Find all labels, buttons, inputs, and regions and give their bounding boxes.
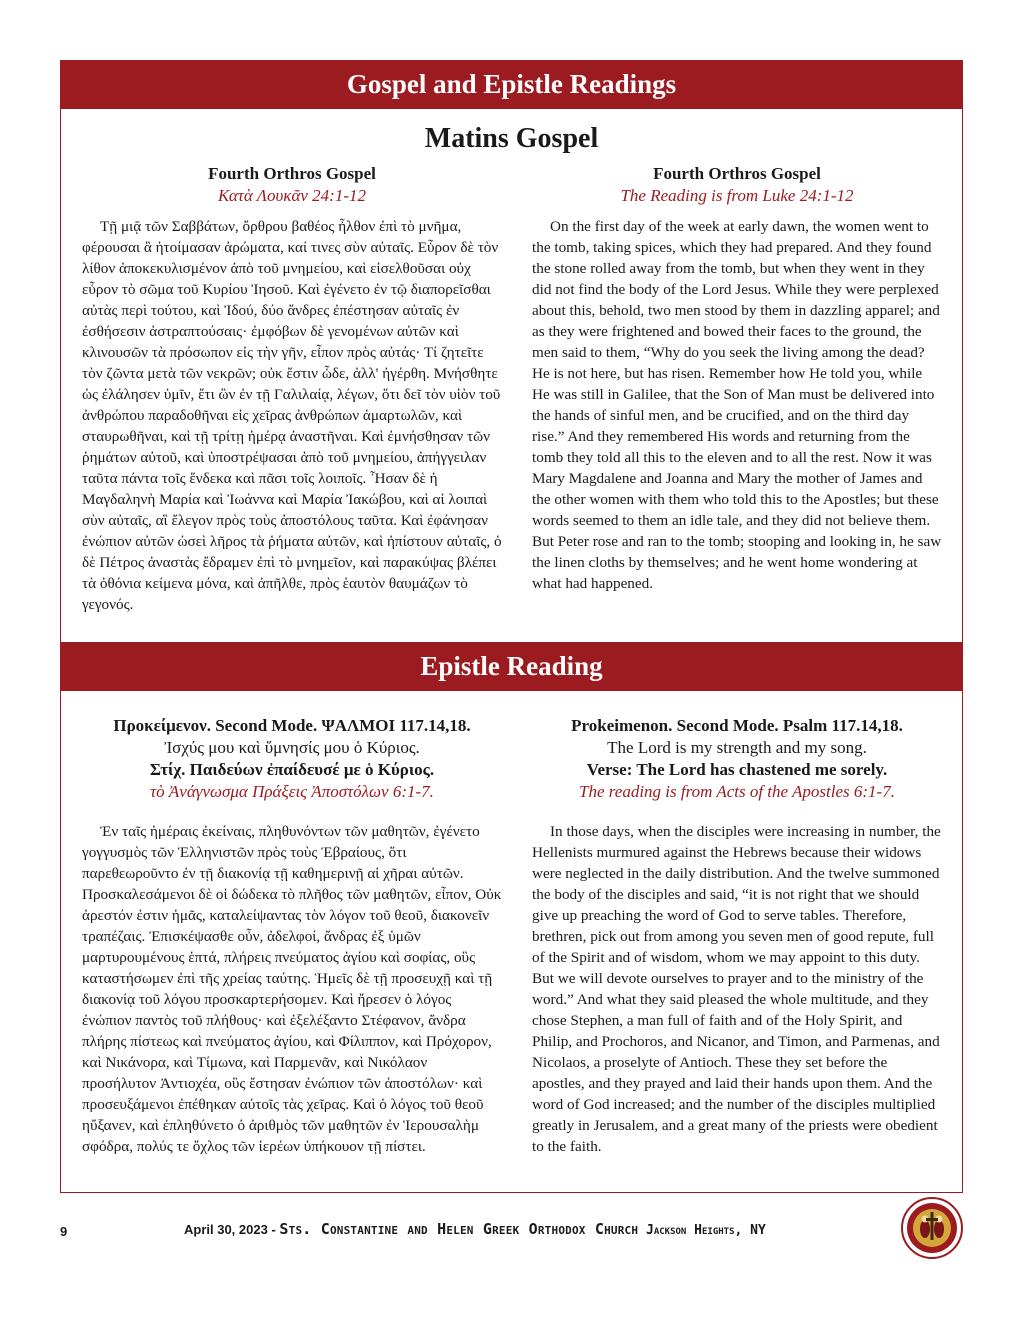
matins-gospel-title: Matins Gospel [424, 123, 599, 154]
matins-english-heading: Fourth Orthros Gospel [653, 164, 821, 183]
epistle-greek-text: Ἐν ταῖς ἡμέραις ἐκείναις, πληθυνόντων τῶν μαθητῶν, ἐγένετο γογγυσμὸς τῶν Ἑλληνιστῶν πρὸς τοὺς Ἑβραίους, ὅτι παρεθεωροῦντο ἐν τῇ διακονίᾳ τῇ καθημερινῇ αἱ χῆραι αὐτῶν. Προσκαλεσάμενοι δὲ οἱ δώδεκα τὸ πλῆθος τῶν μαθητῶν, εἶπον, Οὐκ ἀρεστόν ἐστιν ἡμᾶς, καταλείψαντας τὸν λόγον τοῦ θεοῦ, διακονεῖν τραπέζαις. Ἐπισκέψασθε οὖν, ἀδελφοί, ἄνδρας ἐξ ὑμῶν μαρτυρουμένους ἑπτά, πλήρεις πνεύματος ἁγίου καὶ σοφίας, οὓς καταστήσωμεν ἐπὶ τῆς χρείας ταύτης. Ἡμεῖς δὲ τῇ προσευχῇ καὶ τῇ διακονίᾳ τοῦ λόγου προσκαρτερήσομεν. Καὶ ἤρεσεν ὁ λόγος ἐνώπιον παντὸς τοῦ πλήθους· καὶ ἐξελέξαντο Στέφανον, ἄνδρα πλήρης πίστεως καὶ πνεύματος ἁγίου, καὶ Φίλιππον, καὶ Πρόχορον, καὶ Νικάνορα, καὶ Τίμωνα, καὶ Παρμενᾶν, καὶ Νικόλαον προσήλυτον Ἀντιοχέα, οὓς ἔστησαν ἐνώπιον τῶν ἀποστόλων· καὶ προσευξάμενοι ἐπέθηκαν αὐτοῖς τὰς χεῖρας. Καὶ ὁ λόγος τοῦ θεοῦ ηὔξανεν, καὶ ἐπληθύνετο ὁ ἀριθμὸς τῶν μαθητῶν ἐν Ἱερουσαλὴμ σφόδρα, πολύς τε ὄχλος τῶν ἱερέων ὑπήκουον τῇ πίστει. [82, 823, 502, 1155]
epistle-banner: Epistle Reading [60, 642, 963, 691]
matins-greek-header [82, 163, 502, 207]
epistle-english-reference: The reading is from Acts of the Apostles 6:1-7. [579, 782, 895, 801]
gospel-banner: Gospel and Epistle Readings [60, 60, 963, 109]
epistle-english-verse2: Verse: The Lord has chastened me sorely. [586, 760, 888, 779]
matins-greek-heading: Fourth Orthros Gospel [208, 164, 376, 183]
epistle-greek-verse2: Στίχ. Παιδεύων ἐπαίδευσέ με ὁ Κύριος. [149, 760, 435, 779]
epistle-greek-reference: τὸ Ἀνάγνωσμα Πράξεις Ἀποστόλων 6:1-7. [150, 782, 434, 801]
page-footer [0, 1216, 1020, 1256]
epistle-greek-verse1: Ἰσχύς μου καὶ ὕμνησίς μου ὁ Κύριος. [164, 738, 420, 757]
epistle-greek-header [82, 715, 502, 803]
epistle-english-prokeimenon: Prokeimenon. Second Mode. Psalm 117.14,18. [571, 716, 903, 735]
footer-date: April 30, 2023 - [184, 1222, 280, 1237]
footer-line [184, 1220, 766, 1238]
church-seal-icon [900, 1196, 964, 1260]
matins-english-text: On the first day of the week at early dawn, the women went to the tomb, taking spices, which they had prepared. And they found the stone rolled away from the tomb, but when they went in they did not find the body of the Lord Jesus. While they were perplexed about this, behold, two men stood by them in dazzling apparel; and as they were frightened and bowed their faces to the ground, the men said to them, “Why do you seek the living among the dead? He is not here, but has risen. Remember how He told you, while He was still in Galilee, that the Son of Man must be delivered into the hands of sinful men, and be crucified, and on the third day rise.” And they remembered His words and returning from the tomb they told all this to the eleven and to all the rest. Now it was Mary Magdalene and Joanna and Mary the mother of James and the other women with them who told this to the Apostles; but these words seemed to them an idle tale, and they did not believe them. But Peter rose and ran to the tomb; stooping and looking in, he saw the linen cloths by themselves; and he went home wondering at what had happened. [532, 218, 942, 592]
epistle-english-text: In those days, when the disciples were increasing in number, the Hellenists murmured against the Hebrews because their widows were neglected in the daily distribution. And the twelve summoned the body of the disciples and said, “it is not right that we should give up preaching the word of God to serve tables. Therefore, brethren, pick out from among you seven men of good repute, full of the Spirit and of wisdom, whom we may appoint to this duty. But we will devote ourselves to prayer and to the ministry of the word.” And what they said pleased the whole multitude, and they chose Stephen, a man full of faith and of the Holy Spirit, and Philip, and Prochoros, and Nicanor, and Timon, and Parmenas, and Nicolaos, a proselyte of Antioch. These they set before the apostles, and they prayed and laid their hands upon them. And the word of God increased; and the number of the disciples multiplied greatly in Jerusalem, and a great many of the priests were obedient to the faith. [532, 823, 941, 1155]
matins-greek-text: Τῇ μιᾷ τῶν Σαββάτων, ὄρθρου βαθέος ἦλθον ἐπὶ τὸ μνῆμα, φέρουσαι ἃ ἡτοίμασαν ἀρώματα, καί τινες σὺν αὐταῖς. Εὗρον δὲ τὸν λίθον ἀποκεκυλισμένον ἀπὸ τοῦ μνημείου, καὶ εἰσελθοῦσαι οὐχ εὗρον τὸ σῶμα τοῦ Κυρίου Ἰησοῦ. Καὶ ἐγένετο ἐν τῷ διαπορεῖσθαι αὐτὰς περὶ τούτου, καὶ Ἰδού, δύο ἄνδρες ἐπέστησαν αὐταῖς ἐν ἐσθήσεσιν ἀστραπτούσαις· ἐμφόβων δὲ γενομένων αὐτῶν καὶ κλινουσῶν τὰ πρόσωπον εἰς τὴν γῆν, εἶπον πρὸς αὐτάς· Τί ζητεῖτε τὸν ζῶντα μετὰ τῶν νεκρῶν; οὐκ ἔστιν ὧδε, ἀλλ' ἠγέρθη. Μνήσθητε ὡς ἐλάλησεν ὑμῖν, ἔτι ὢν ἐν τῇ Γαλιλαίᾳ, λέγων, ὅτι δεῖ τὸν υἱὸν τοῦ ἀνθρώπου παραδοθῆναι εἰς χεῖρας ἀνθρώπων ἁμαρτωλῶν, καὶ σταυρωθῆναι, καὶ τῇ τρίτῃ ἡμέρᾳ ἀναστῆναι. Καὶ ἐμνήσθησαν τῶν ῥημάτων αὐτοῦ, καὶ ὑποστρέψασαι ἀπὸ τοῦ μνημείου, ἀπήγγειλαν ταῦτα πάντα τοῖς ἕνδεκα καὶ πᾶσι τοῖς λοιποῖς. Ἦσαν δὲ ἡ Μαγδαληνὴ Μαρία καὶ Ἰωάννα καὶ Μαρία Ἰακώβου, καὶ αἱ λοιπαὶ σὺν αὐταῖς, αἳ ἔλεγον πρὸς τοὺς ἀποστόλους ταῦτα. Καὶ ἐφάνησαν ἐνώπιον αὐτῶν ὡσεὶ λῆρος τὰ ῥήματα αὐτῶν, καὶ ἠπίστουν αὐταῖς, ὁ δὲ Πέτρος ἀναστὰς ἔδραμεν ἐπὶ τὸ μνημεῖον, καὶ παρακύψας βλέπει τὰ ὀθόνια κείμενα μόνα, καὶ ἀπῆλθε, πρὸς ἑαυτὸν θαυμάζων τὸ γεγονός. [82, 218, 502, 613]
epistle-english-header [532, 715, 942, 803]
footer-church: Sts. Constantine and Helen Greek Orthodox Church [279, 1220, 639, 1238]
matins-english-header [532, 163, 942, 207]
matins-greek-reference: Κατὰ Λουκᾶν 24:1-12 [218, 186, 366, 205]
footer-city: Jackson Heights, NY [638, 1223, 766, 1238]
matins-english-reference: The Reading is from Luke 24:1-12 [620, 186, 854, 205]
page-number: 9 [60, 1224, 68, 1239]
epistle-greek-prokeimenon: Προκείμενον. Second Mode. ΨΑΛΜΟΙ 117.14,18. [113, 716, 471, 735]
epistle-english-verse1: The Lord is my strength and my song. [607, 738, 867, 757]
